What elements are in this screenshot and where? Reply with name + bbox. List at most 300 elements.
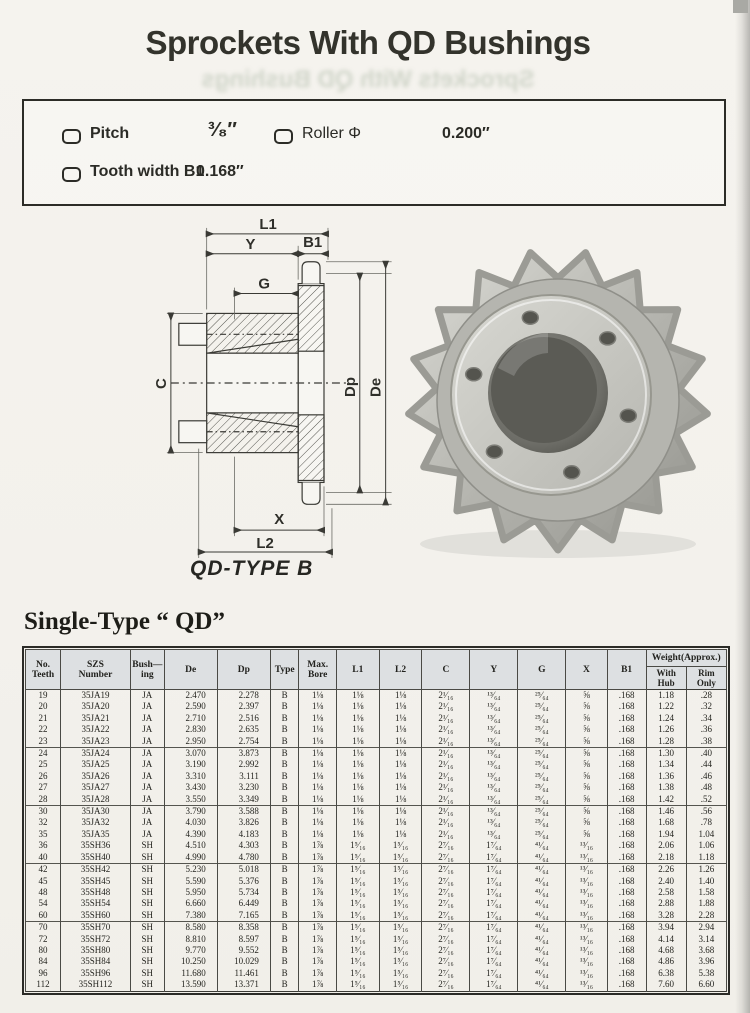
table-cell: 1⅛ bbox=[379, 724, 422, 735]
table-cell: 1.40 bbox=[686, 876, 726, 887]
table-cell: JA bbox=[130, 701, 164, 712]
table-cell: 4.510 bbox=[164, 840, 217, 851]
table-cell: 35SH48 bbox=[60, 887, 130, 898]
table-cell: 1.24 bbox=[646, 713, 686, 724]
table-cell: 4.030 bbox=[164, 817, 217, 828]
table-cell: 22 bbox=[26, 724, 61, 735]
table-cell: 1.28 bbox=[646, 736, 686, 748]
table-cell: 2¹⁄₁₆ bbox=[422, 748, 470, 760]
table-cell: JA bbox=[130, 817, 164, 828]
bolt-hole bbox=[522, 311, 538, 324]
table-cell: ²⁵⁄₆₄ bbox=[518, 817, 566, 828]
table-cell: 2.278 bbox=[217, 690, 270, 702]
table-cell: 3.14 bbox=[686, 934, 726, 945]
table-cell: 1⅛ bbox=[379, 736, 422, 748]
table-cell: 2⁷⁄₁₆ bbox=[422, 898, 470, 909]
table-cell: ¹³⁄₆₄ bbox=[470, 817, 518, 828]
table-cell: JA bbox=[130, 690, 164, 702]
table-cell: B bbox=[270, 864, 299, 876]
table-cell: 1.26 bbox=[646, 724, 686, 735]
table-cell: 2¹⁄₁₆ bbox=[422, 690, 470, 702]
table-cell: 1.06 bbox=[686, 840, 726, 851]
dim-label-b1: B1 bbox=[303, 234, 323, 251]
table-cell: 35SH54 bbox=[60, 898, 130, 909]
table-cell: .34 bbox=[686, 713, 726, 724]
table-cell: B bbox=[270, 771, 299, 782]
table-cell: 3.68 bbox=[686, 945, 726, 956]
table-cell: 1⁵⁄₁₆ bbox=[379, 968, 422, 979]
table-cell: .168 bbox=[607, 724, 646, 735]
table-cell: 1⅛ bbox=[299, 817, 337, 828]
table-cell: JA bbox=[130, 736, 164, 748]
table-cell: ⅝ bbox=[566, 724, 607, 735]
table-cell: 4.183 bbox=[217, 829, 270, 840]
table-cell: 1⁵⁄₁₆ bbox=[336, 876, 379, 887]
table-cell: 2.88 bbox=[646, 898, 686, 909]
table-cell: 1⁷⁄₆₄ bbox=[470, 898, 518, 909]
table-cell: 28 bbox=[26, 794, 61, 806]
table-cell: 3.790 bbox=[164, 806, 217, 818]
table-cell: 1⅛ bbox=[299, 759, 337, 770]
table-cell: SH bbox=[130, 864, 164, 876]
table-cell: ⁴¹⁄₆₄ bbox=[518, 934, 566, 945]
table-cell: 6.660 bbox=[164, 898, 217, 909]
table-cell: 1⁷⁄₆₄ bbox=[470, 968, 518, 979]
table-cell: 1.94 bbox=[646, 829, 686, 840]
table-cell: 2.635 bbox=[217, 724, 270, 735]
table-cell: 4.68 bbox=[646, 945, 686, 956]
table-cell: ²⁵⁄₆₄ bbox=[518, 701, 566, 712]
table-cell: 1⅞ bbox=[299, 956, 337, 967]
table-cell: 1⁵⁄₁₆ bbox=[379, 934, 422, 945]
table-cell: 2.470 bbox=[164, 690, 217, 702]
table-cell: 10.029 bbox=[217, 956, 270, 967]
table-cell: SH bbox=[130, 945, 164, 956]
table-cell: ¹³⁄₁₆ bbox=[566, 898, 607, 909]
table-cell: 35JA27 bbox=[60, 782, 130, 793]
table-cell: 1⁵⁄₁₆ bbox=[379, 945, 422, 956]
table-cell: B bbox=[270, 840, 299, 851]
table-cell: .28 bbox=[686, 690, 726, 702]
table-cell: ¹³⁄₁₆ bbox=[566, 876, 607, 887]
table-cell: 2⁷⁄₁₆ bbox=[422, 840, 470, 851]
table-cell: 1.22 bbox=[646, 701, 686, 712]
table-row bbox=[26, 968, 727, 979]
table-cell: 2¹⁄₁₆ bbox=[422, 817, 470, 828]
col-header-l1: L1 bbox=[336, 650, 379, 690]
table-cell: .168 bbox=[607, 864, 646, 876]
bolt-hole bbox=[564, 466, 580, 479]
table-cell: 6.449 bbox=[217, 898, 270, 909]
table-cell: 1⁵⁄₁₆ bbox=[379, 876, 422, 887]
table-cell: B bbox=[270, 934, 299, 945]
qd-table bbox=[25, 649, 727, 992]
table-cell: .168 bbox=[607, 713, 646, 724]
table-cell: 1⅛ bbox=[336, 782, 379, 793]
table-cell: ⅝ bbox=[566, 817, 607, 828]
table-cell: 35SH40 bbox=[60, 852, 130, 864]
ghost-text: Sprockets With QD Bushings bbox=[201, 66, 535, 93]
table-cell: B bbox=[270, 782, 299, 793]
table-cell: 1⅞ bbox=[299, 876, 337, 887]
table-row bbox=[26, 759, 727, 770]
table-cell: ⁴¹⁄₆₄ bbox=[518, 945, 566, 956]
pitch-label: Pitch bbox=[90, 125, 130, 142]
table-cell: 40 bbox=[26, 852, 61, 864]
table-cell: ²⁵⁄₆₄ bbox=[518, 782, 566, 793]
table-cell: .168 bbox=[607, 840, 646, 851]
table-cell: .168 bbox=[607, 736, 646, 748]
table-cell: SH bbox=[130, 910, 164, 922]
dim-label-l2: L2 bbox=[256, 536, 274, 553]
table-cell: 35JA22 bbox=[60, 724, 130, 735]
table-cell: ¹³⁄₁₆ bbox=[566, 910, 607, 922]
table-cell: SH bbox=[130, 852, 164, 864]
table-cell: 1⅛ bbox=[379, 713, 422, 724]
table-cell: 1⅞ bbox=[299, 922, 337, 934]
table-body bbox=[26, 690, 727, 992]
table-cell: 2⁷⁄₁₆ bbox=[422, 956, 470, 967]
table-cell: 2⁷⁄₁₆ bbox=[422, 922, 470, 934]
table-cell: 1⁵⁄₁₆ bbox=[336, 922, 379, 934]
table-cell: 2.40 bbox=[646, 876, 686, 887]
table-cell: ¹³⁄₆₄ bbox=[470, 806, 518, 818]
table-cell: .168 bbox=[607, 956, 646, 967]
dim-label-y: Y bbox=[245, 236, 256, 253]
table-cell: 1⁵⁄₁₆ bbox=[336, 956, 379, 967]
table-cell: 2⁷⁄₁₆ bbox=[422, 887, 470, 898]
bolt-hole bbox=[620, 409, 636, 422]
table-cell: B bbox=[270, 979, 299, 991]
col-header-y: Y bbox=[470, 650, 518, 690]
table-cell: ¹³⁄₁₆ bbox=[566, 968, 607, 979]
table-cell: 1⁵⁄₁₆ bbox=[336, 840, 379, 851]
table-cell: ⅝ bbox=[566, 690, 607, 702]
tooth-width-value: 0.168″ bbox=[196, 163, 244, 180]
table-cell: 1⅛ bbox=[336, 724, 379, 735]
table-cell: JA bbox=[130, 829, 164, 840]
table-cell: ¹³⁄₁₆ bbox=[566, 956, 607, 967]
table-cell: ¹³⁄₆₄ bbox=[470, 771, 518, 782]
table-cell: SH bbox=[130, 979, 164, 991]
table-cell: 2.26 bbox=[646, 864, 686, 876]
table-row bbox=[26, 876, 727, 887]
table-cell: 45 bbox=[26, 876, 61, 887]
table-cell: SH bbox=[130, 840, 164, 851]
table-cell: 1⁷⁄₆₄ bbox=[470, 922, 518, 934]
table-cell: 11.461 bbox=[217, 968, 270, 979]
table-cell: ¹³⁄₁₆ bbox=[566, 852, 607, 864]
col-header-bore: Max. Bore bbox=[299, 650, 337, 690]
table-cell: 1⅞ bbox=[299, 979, 337, 991]
table-cell: 1⁷⁄₆₄ bbox=[470, 934, 518, 945]
table-cell: 48 bbox=[26, 887, 61, 898]
table-cell: 1⅛ bbox=[299, 724, 337, 735]
table-cell: 35SH60 bbox=[60, 910, 130, 922]
table-cell: 1⁵⁄₁₆ bbox=[336, 968, 379, 979]
table-cell: 3.111 bbox=[217, 771, 270, 782]
table-cell: 1⅛ bbox=[336, 806, 379, 818]
table-cell: 42 bbox=[26, 864, 61, 876]
table-cell: 1.68 bbox=[646, 817, 686, 828]
col-header-b1: B1 bbox=[607, 650, 646, 690]
col-header-dp: Dp bbox=[217, 650, 270, 690]
table-cell: 1⁵⁄₁₆ bbox=[379, 898, 422, 909]
table-cell: .168 bbox=[607, 945, 646, 956]
table-cell: 35SH42 bbox=[60, 864, 130, 876]
table-cell: ⁴¹⁄₆₄ bbox=[518, 864, 566, 876]
table-cell: JA bbox=[130, 724, 164, 735]
table-cell: 2.992 bbox=[217, 759, 270, 770]
table-cell: 1⁷⁄₆₄ bbox=[470, 864, 518, 876]
table-cell: 1⅛ bbox=[379, 759, 422, 770]
table-cell: ⁴¹⁄₆₄ bbox=[518, 979, 566, 991]
table-cell: 8.810 bbox=[164, 934, 217, 945]
table-cell: 19 bbox=[26, 690, 61, 702]
table-cell: 3.873 bbox=[217, 748, 270, 760]
table-cell: 5.376 bbox=[217, 876, 270, 887]
table-cell: 35SH112 bbox=[60, 979, 130, 991]
table-cell: ¹³⁄₁₆ bbox=[566, 887, 607, 898]
table-cell: .168 bbox=[607, 898, 646, 909]
table-cell: ⁴¹⁄₆₄ bbox=[518, 852, 566, 864]
table-cell: 2⁷⁄₁₆ bbox=[422, 934, 470, 945]
table-cell: ¹³⁄₆₄ bbox=[470, 724, 518, 735]
table-cell: 1⅛ bbox=[336, 771, 379, 782]
dim-label-g: G bbox=[258, 276, 270, 293]
table-cell: 25 bbox=[26, 759, 61, 770]
page-edge-shadow bbox=[735, 0, 750, 1013]
table-cell: SH bbox=[130, 956, 164, 967]
table-cell: JA bbox=[130, 713, 164, 724]
table-cell: 2.590 bbox=[164, 701, 217, 712]
table-cell: SH bbox=[130, 887, 164, 898]
table-cell: ¹³⁄₆₄ bbox=[470, 829, 518, 840]
table-cell: 35SH70 bbox=[60, 922, 130, 934]
table-cell: JA bbox=[130, 806, 164, 818]
table-cell: 5.590 bbox=[164, 876, 217, 887]
table-cell: B bbox=[270, 817, 299, 828]
table-cell: 35JA21 bbox=[60, 713, 130, 724]
table-cell: 2.710 bbox=[164, 713, 217, 724]
table-cell: 5.230 bbox=[164, 864, 217, 876]
table-cell: 1⅛ bbox=[299, 690, 337, 702]
table-cell: 60 bbox=[26, 910, 61, 922]
table-cell: 3.96 bbox=[686, 956, 726, 967]
table-cell: 2⁷⁄₁₆ bbox=[422, 852, 470, 864]
table-row bbox=[26, 852, 727, 864]
table-cell: JA bbox=[130, 759, 164, 770]
table-cell: .168 bbox=[607, 759, 646, 770]
table-cell: 35SH80 bbox=[60, 945, 130, 956]
table-row bbox=[26, 817, 727, 828]
table-cell: 35SH72 bbox=[60, 934, 130, 945]
bolt-hole bbox=[600, 332, 616, 345]
table-cell: 35JA19 bbox=[60, 690, 130, 702]
table-cell: 1⅛ bbox=[299, 771, 337, 782]
table-cell: 1⁷⁄₆₄ bbox=[470, 852, 518, 864]
table-cell: ⅝ bbox=[566, 829, 607, 840]
table-cell: 1⁵⁄₁₆ bbox=[336, 852, 379, 864]
table-cell: ⅝ bbox=[566, 759, 607, 770]
table-cell: .168 bbox=[607, 922, 646, 934]
table-cell: 1.04 bbox=[686, 829, 726, 840]
table-cell: 1⅛ bbox=[379, 771, 422, 782]
table-cell: 5.018 bbox=[217, 864, 270, 876]
table-cell: 84 bbox=[26, 956, 61, 967]
table-cell: .56 bbox=[686, 806, 726, 818]
table-cell: 2.06 bbox=[646, 840, 686, 851]
table-cell: 1⅞ bbox=[299, 852, 337, 864]
table-cell: 54 bbox=[26, 898, 61, 909]
table-cell: 3.94 bbox=[646, 922, 686, 934]
table-cell: 4.780 bbox=[217, 852, 270, 864]
table-cell: .168 bbox=[607, 806, 646, 818]
table-cell: ¹³⁄₁₆ bbox=[566, 934, 607, 945]
table-cell: 4.14 bbox=[646, 934, 686, 945]
table-cell: 1⁵⁄₁₆ bbox=[336, 945, 379, 956]
table-cell: 35JA25 bbox=[60, 759, 130, 770]
table-cell: .40 bbox=[686, 748, 726, 760]
table-cell: 2.94 bbox=[686, 922, 726, 934]
table-row bbox=[26, 701, 727, 712]
table-row bbox=[26, 724, 727, 735]
table-cell: ⁴¹⁄₆₄ bbox=[518, 876, 566, 887]
table-cell: 2¹⁄₁₆ bbox=[422, 771, 470, 782]
table-cell: 112 bbox=[26, 979, 61, 991]
table-cell: 3.230 bbox=[217, 782, 270, 793]
table-cell: B bbox=[270, 887, 299, 898]
dim-label-dp: Dp bbox=[342, 377, 359, 397]
table-cell: 1⁷⁄₆₄ bbox=[470, 945, 518, 956]
table-cell: 1⁷⁄₆₄ bbox=[470, 910, 518, 922]
table-cell: 1⁵⁄₁₆ bbox=[379, 852, 422, 864]
table-cell: .32 bbox=[686, 701, 726, 712]
checkbox-icon bbox=[274, 129, 293, 144]
dim-label-l1: L1 bbox=[259, 216, 277, 233]
table-cell: 1⅛ bbox=[299, 736, 337, 748]
table-cell: 1⅛ bbox=[299, 829, 337, 840]
table-cell: 3.310 bbox=[164, 771, 217, 782]
table-row bbox=[26, 922, 727, 934]
qd-table-wrapper bbox=[22, 646, 730, 995]
table-cell: B bbox=[270, 806, 299, 818]
table-cell: ¹³⁄₆₄ bbox=[470, 690, 518, 702]
table-cell: SH bbox=[130, 934, 164, 945]
table-row bbox=[26, 898, 727, 909]
table-cell: B bbox=[270, 898, 299, 909]
table-cell: 35SH96 bbox=[60, 968, 130, 979]
roller-value: 0.200″ bbox=[442, 125, 490, 142]
table-cell: .168 bbox=[607, 876, 646, 887]
table-cell: ²⁵⁄₆₄ bbox=[518, 759, 566, 770]
table-cell: .168 bbox=[607, 934, 646, 945]
table-row bbox=[26, 690, 727, 702]
table-cell: 72 bbox=[26, 934, 61, 945]
table-cell: .48 bbox=[686, 782, 726, 793]
table-cell: 1⅛ bbox=[379, 782, 422, 793]
table-cell: 2¹⁄₁₆ bbox=[422, 724, 470, 735]
table-cell: ¹³⁄₆₄ bbox=[470, 748, 518, 760]
table-cell: B bbox=[270, 922, 299, 934]
dim-label-de: De bbox=[368, 377, 385, 397]
table-cell: 1⅞ bbox=[299, 934, 337, 945]
table-cell: .168 bbox=[607, 829, 646, 840]
table-cell: ⅝ bbox=[566, 806, 607, 818]
table-cell: 3.550 bbox=[164, 794, 217, 806]
table-cell: .168 bbox=[607, 910, 646, 922]
table-cell: 9.770 bbox=[164, 945, 217, 956]
table-cell: 80 bbox=[26, 945, 61, 956]
roller-label: Roller Φ bbox=[302, 125, 361, 142]
table-cell: 2¹⁄₁₆ bbox=[422, 713, 470, 724]
sprocket-photo bbox=[382, 238, 734, 570]
table-cell: JA bbox=[130, 794, 164, 806]
dim-label-c: C bbox=[153, 378, 170, 389]
table-row bbox=[26, 794, 727, 806]
table-cell: 35 bbox=[26, 829, 61, 840]
table-cell: B bbox=[270, 910, 299, 922]
table-cell: ⁴¹⁄₆₄ bbox=[518, 887, 566, 898]
table-cell: 7.380 bbox=[164, 910, 217, 922]
table-cell: .46 bbox=[686, 771, 726, 782]
table-cell: ¹³⁄₁₆ bbox=[566, 922, 607, 934]
table-cell: 2¹⁄₁₆ bbox=[422, 829, 470, 840]
table-cell: 4.390 bbox=[164, 829, 217, 840]
col-header-with-hub: With Hub bbox=[646, 667, 686, 690]
table-cell: ⅝ bbox=[566, 701, 607, 712]
table-cell: ⁴¹⁄₆₄ bbox=[518, 956, 566, 967]
table-cell: 35JA30 bbox=[60, 806, 130, 818]
table-cell: 1⅞ bbox=[299, 910, 337, 922]
table-cell: 2.18 bbox=[646, 852, 686, 864]
table-cell: 1⁵⁄₁₆ bbox=[379, 979, 422, 991]
col-header-szs: SZS Number bbox=[60, 650, 130, 690]
table-cell: 35SH84 bbox=[60, 956, 130, 967]
table-cell: 2⁷⁄₁₆ bbox=[422, 864, 470, 876]
table-cell: 1.26 bbox=[686, 864, 726, 876]
table-cell: 35JA24 bbox=[60, 748, 130, 760]
table-cell: 1.34 bbox=[646, 759, 686, 770]
table-cell: 1⅛ bbox=[336, 759, 379, 770]
table-cell: 13.371 bbox=[217, 979, 270, 991]
table-row bbox=[26, 864, 727, 876]
table-cell: SH bbox=[130, 898, 164, 909]
table-cell: 2.754 bbox=[217, 736, 270, 748]
table-cell: 35JA32 bbox=[60, 817, 130, 828]
table-cell: 1⁵⁄₁₆ bbox=[336, 934, 379, 945]
table-cell: ²⁵⁄₆₄ bbox=[518, 806, 566, 818]
table-row bbox=[26, 806, 727, 818]
table-cell: 1⁷⁄₆₄ bbox=[470, 979, 518, 991]
table-cell: ²⁵⁄₆₄ bbox=[518, 829, 566, 840]
table-cell: 5.950 bbox=[164, 887, 217, 898]
table-cell: 4.303 bbox=[217, 840, 270, 851]
table-cell: 1⁵⁄₁₆ bbox=[336, 979, 379, 991]
table-cell: 2⁷⁄₁₆ bbox=[422, 979, 470, 991]
table-cell: 23 bbox=[26, 736, 61, 748]
table-cell: 8.597 bbox=[217, 934, 270, 945]
table-cell: 1⅞ bbox=[299, 887, 337, 898]
table-cell: 2.58 bbox=[646, 887, 686, 898]
table-cell: ⁴¹⁄₆₄ bbox=[518, 968, 566, 979]
table-cell: 35JA20 bbox=[60, 701, 130, 712]
table-cell: 1⁵⁄₁₆ bbox=[379, 910, 422, 922]
table-cell: .168 bbox=[607, 771, 646, 782]
table-cell: 1⅛ bbox=[379, 690, 422, 702]
table-cell: 8.358 bbox=[217, 922, 270, 934]
bolt-hole bbox=[486, 445, 502, 458]
